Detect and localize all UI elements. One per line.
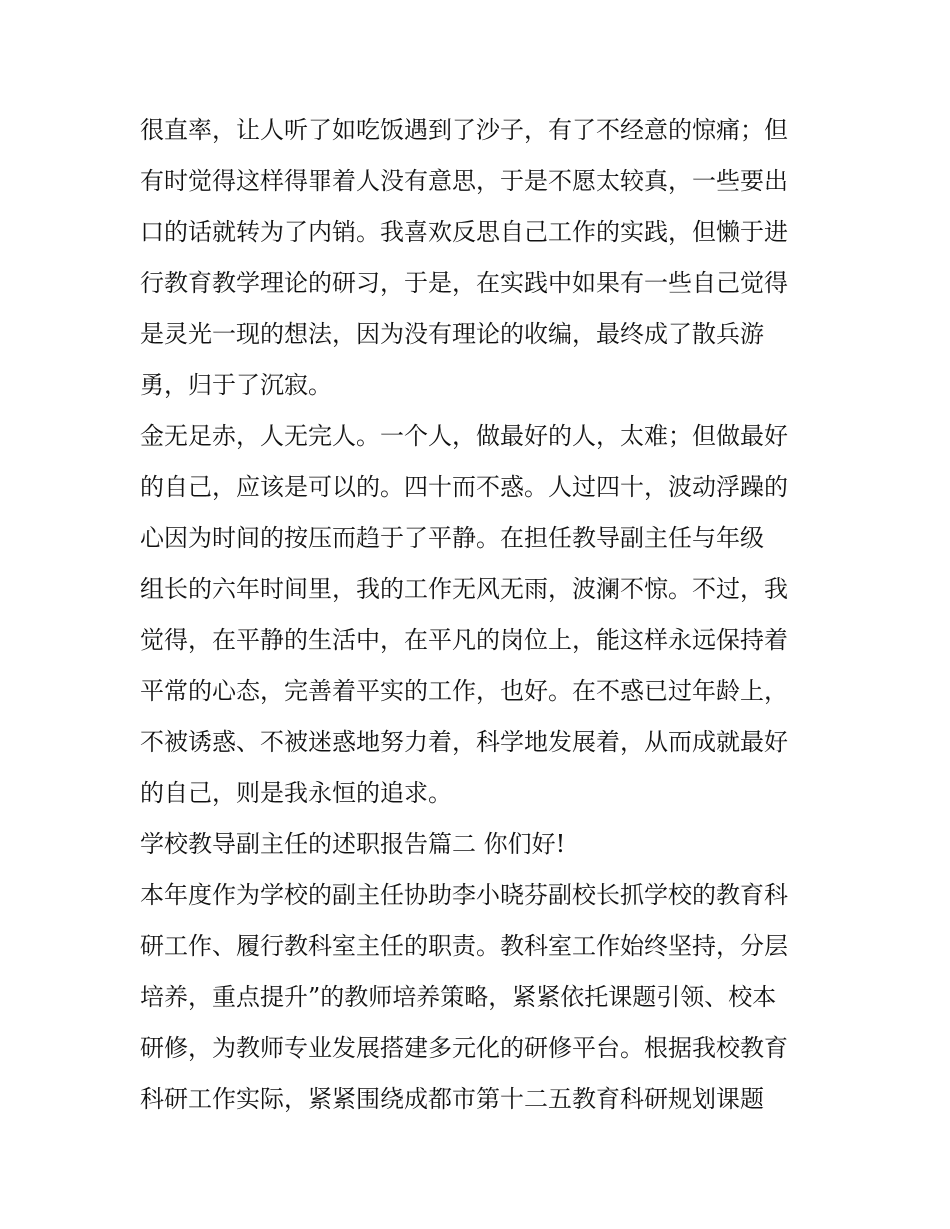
text-line: 行教育教学理论的研习，于是，在实践中如果有一些自己觉得 (140, 269, 788, 297)
text-line: 心因为时间的按压而趋于了平静。在担任教导副主任与年级 (140, 524, 764, 552)
text-line: 组长的六年时间里，我的工作无风无雨，波澜不惊。不过，我 (140, 575, 788, 603)
text-line: 是灵光一现的想法，因为没有理论的收编，最终成了散兵游 (140, 320, 764, 348)
text-line: 的自己，应该是可以的。四十而不惑。人过四十，波动浮躁的 (140, 473, 788, 501)
text-line: 的自己，则是我永恒的追求。 (140, 779, 452, 807)
text-line: 有时觉得这样得罪着人没有意思，于是不愿太较真，一些要出 (140, 167, 788, 195)
text-line: 口的话就转为了内销。我喜欢反思自己工作的实践，但懒于进 (140, 218, 788, 246)
text-line: 研修，为教师专业发展搭建多元化的研修平台。根据我校教育 (140, 1034, 788, 1062)
text-line: 平常的心态，完善着平实的工作，也好。在不惑已过年龄上， (140, 677, 788, 705)
text-line: 很直率，让人听了如吃饭遇到了沙子，有了不经意的惊痛；但 (140, 116, 788, 144)
text-line: 本年度作为学校的副主任协助李小晓芬副校长抓学校的教育科 (140, 881, 788, 909)
text-line: 培养，重点提升”的教师培养策略，紧紧依托课题引领、校本 (140, 983, 777, 1011)
section-heading: 学校教导副主任的述职报告篇二 你们好! (140, 830, 566, 858)
text-line: 觉得，在平静的生活中，在平凡的岗位上，能这样永远保持着 (140, 626, 788, 654)
text-line: 金无足赤，人无完人。一个人，做最好的人，太难；但做最好 (140, 422, 788, 450)
body-text (140, 105, 820, 1125)
text-line: 不被诱惑、不被迷惑地努力着，科学地发展着，从而成就最好 (140, 728, 788, 756)
text-line: 研工作、履行教科室主任的职责。教科室工作始终坚持，分层 (140, 932, 788, 960)
text-line: 科研工作实际，紧紧围绕成都市第十二五教育科研规划课题 (140, 1085, 764, 1113)
text-line: 勇，归于了沉寂。 (140, 371, 332, 399)
